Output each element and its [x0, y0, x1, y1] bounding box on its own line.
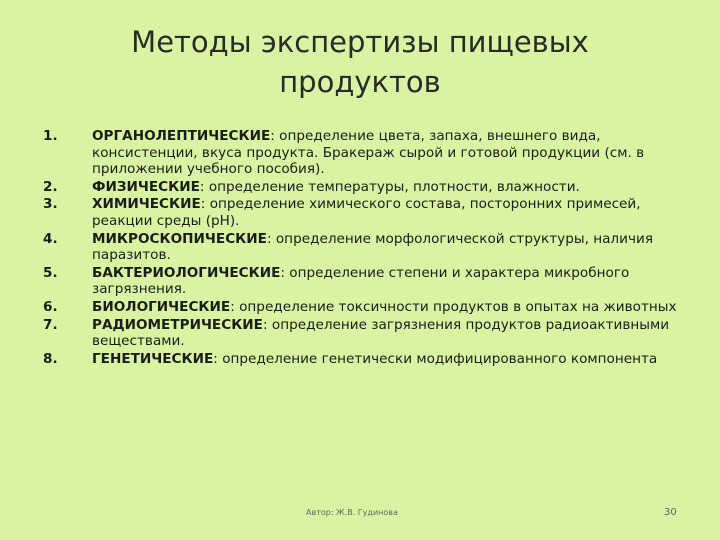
list-item [40, 317, 680, 350]
item-term: РАДИОМЕТРИЧЕСКИЕ [92, 316, 263, 333]
footer-author: Автор: Ж.В. Гудинова [306, 508, 398, 517]
list-item [40, 231, 680, 264]
item-term: ФИЗИЧЕСКИЕ [92, 178, 200, 195]
item-number: 4. [43, 230, 58, 247]
item-description: : определение цвета, запаха, внешнего вида, консистенции, вкуса продукта. Бракераж сырой и готовой продукции (см. в приложении учебного пособия). [92, 128, 645, 178]
list-item [40, 128, 680, 178]
item-number: 7. [43, 316, 58, 333]
item-description: : определение токсичности продуктов в опытах на животных [230, 298, 677, 315]
item-number: 1. [43, 128, 58, 144]
item-number: 6. [43, 298, 58, 315]
list-item [40, 299, 680, 316]
item-number: 5. [43, 264, 58, 281]
item-number: 8. [43, 350, 58, 367]
list-item [40, 351, 680, 368]
item-term: ХИМИЧЕСКИЕ [92, 196, 201, 213]
item-description: : определение морфологической структуры, наличия паразитов. [92, 230, 653, 264]
item-term: МИКРОСКОПИЧЕСКИЕ [92, 230, 267, 247]
slide-title-line-2: продуктов [279, 65, 441, 99]
item-description: : определение температуры, плотности, влажности. [199, 178, 580, 195]
item-description: : определение химического состава, посторонних примесей, реакции среды (рН). [92, 196, 641, 229]
slide-title [60, 22, 660, 102]
slide-title-line-1: Методы экспертизы пищевых [131, 25, 589, 59]
item-description: : определение загрязнения продуктов радиоактивными веществами. [92, 316, 670, 350]
item-term: БИОЛОГИЧЕСКИЕ [92, 298, 231, 315]
list-item [40, 196, 680, 229]
page-number: 30 [664, 507, 677, 518]
item-term: БАКТЕРИОЛОГИЧЕСКИЕ [92, 264, 281, 281]
item-term: ГЕНЕТИЧЕСКИЕ [92, 350, 214, 367]
methods-list [40, 128, 680, 368]
list-item [40, 265, 680, 298]
item-number: 2. [43, 178, 58, 195]
item-term: ОРГАНОЛЕПТИЧЕСКИЕ [92, 128, 271, 144]
item-number: 3. [43, 196, 58, 213]
item-description: : определение степени и характера микробного загрязнения. [92, 264, 630, 298]
list-item [40, 179, 680, 196]
item-description: : определение генетически модифицированного компонента [213, 350, 658, 367]
